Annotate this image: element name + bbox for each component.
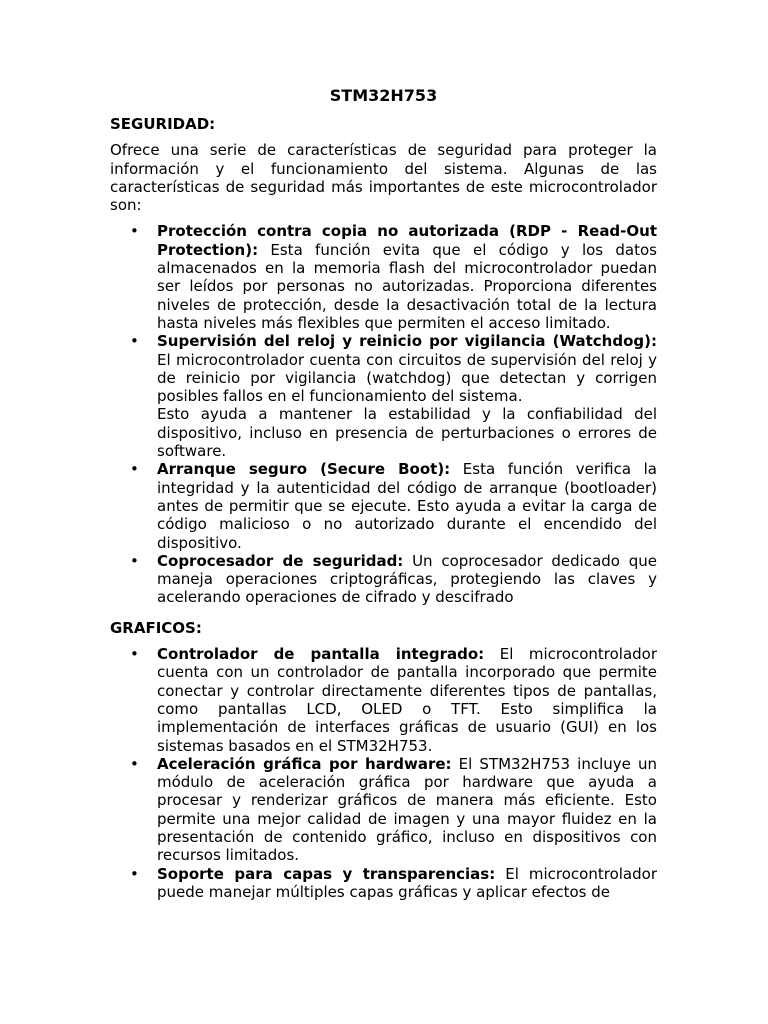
section-heading-seguridad: SEGURIDAD:	[110, 115, 216, 133]
list-item	[110, 460, 657, 551]
bullet-icon: •	[130, 754, 139, 773]
feature-description: Un coprocesador dedicado que maneja operaciones criptográficas, protegiendo las claves y acelerando operaciones de cifrado y descifrado	[157, 551, 657, 607]
security-features-list	[110, 222, 657, 606]
list-item	[110, 552, 657, 607]
bullet-icon: •	[130, 864, 139, 883]
bullet-icon: •	[130, 551, 139, 570]
bullet-icon: •	[130, 222, 139, 241]
feature-term: Coprocesador de seguridad:	[157, 551, 404, 570]
feature-description: Esta función verifica la integridad y la autenticidad del código de arranque (bootloader) antes de permitir que se ejecute. Esto ayuda a evitar la carga de código malicioso o no autorizado durante el encendido del dispositivo.	[157, 460, 657, 552]
document-title: STM32H753	[329, 86, 438, 105]
feature-description: El microcontrolador cuenta con circuitos de supervisión del reloj y de reinicio por vigilancia (watchdog) que detectan y corrigen posibles fallos en el funcionamiento del sistema.	[157, 350, 657, 406]
list-item	[110, 222, 657, 332]
bullet-icon: •	[130, 332, 139, 351]
list-item	[110, 645, 657, 755]
graphics-features-list	[110, 645, 657, 901]
feature-term: Protección contra copia no autorizada (RDP - Read-Out Protection):	[157, 222, 657, 259]
section-intro-seguridad: Ofrece una serie de características de seguridad para proteger la información y el funcionamiento del sistema. Algunas de las características de seguridad más importantes de este microcontrolador son:	[110, 141, 657, 215]
feature-term: Supervisión del reloj y reinicio por vigilancia (Watchdog):	[157, 332, 657, 351]
feature-description: Esta función evita que el código y los datos almacenados en la memoria flash del microcontrolador puedan ser leídos por personas no autorizadas. Proporciona diferentes niveles de protección, desde la desactivación total de la lectura hasta niveles más flexibles que permiten el acceso limitado.	[157, 240, 657, 332]
bullet-icon: •	[130, 645, 139, 664]
feature-term: Aceleración gráfica por hardware:	[157, 754, 452, 773]
feature-extra-description: Esto ayuda a mantener la estabilidad y la confiabilidad del dispositivo, incluso en presencia de perturbaciones o errores de software.	[157, 405, 657, 461]
list-item	[110, 332, 657, 460]
feature-term: Soporte para capas y transparencias:	[157, 864, 496, 883]
list-item	[110, 865, 657, 902]
feature-term: Controlador de pantalla integrado:	[157, 645, 485, 664]
bullet-icon: •	[130, 460, 139, 479]
section-heading-graficos: GRAFICOS:	[110, 618, 202, 637]
feature-description: El microcontrolador puede manejar múltiples capas gráficas y aplicar efectos de	[157, 864, 657, 901]
document-page	[110, 86, 657, 913]
list-item	[110, 755, 657, 865]
feature-description: El STM32H753 incluye un módulo de aceleración gráfica por hardware que ayuda a procesar y renderizar gráficos de manera más eficiente. Esto permite una mejor calidad de imagen y una mayor fluidez en la presentación de contenido gráfico, incluso en dispositivos con recursos limitados.	[157, 754, 657, 865]
feature-description: El microcontrolador cuenta con un controlador de pantalla incorporado que permite conectar y controlar directamente diferentes tipos de pantallas, como pantallas LCD, OLED o TFT. Esto simplifica la implementación de interfaces gráficas de usuario (GUI) en los sistemas basados en el STM32H753.	[157, 645, 657, 755]
feature-term: Arranque seguro (Secure Boot):	[157, 460, 451, 479]
